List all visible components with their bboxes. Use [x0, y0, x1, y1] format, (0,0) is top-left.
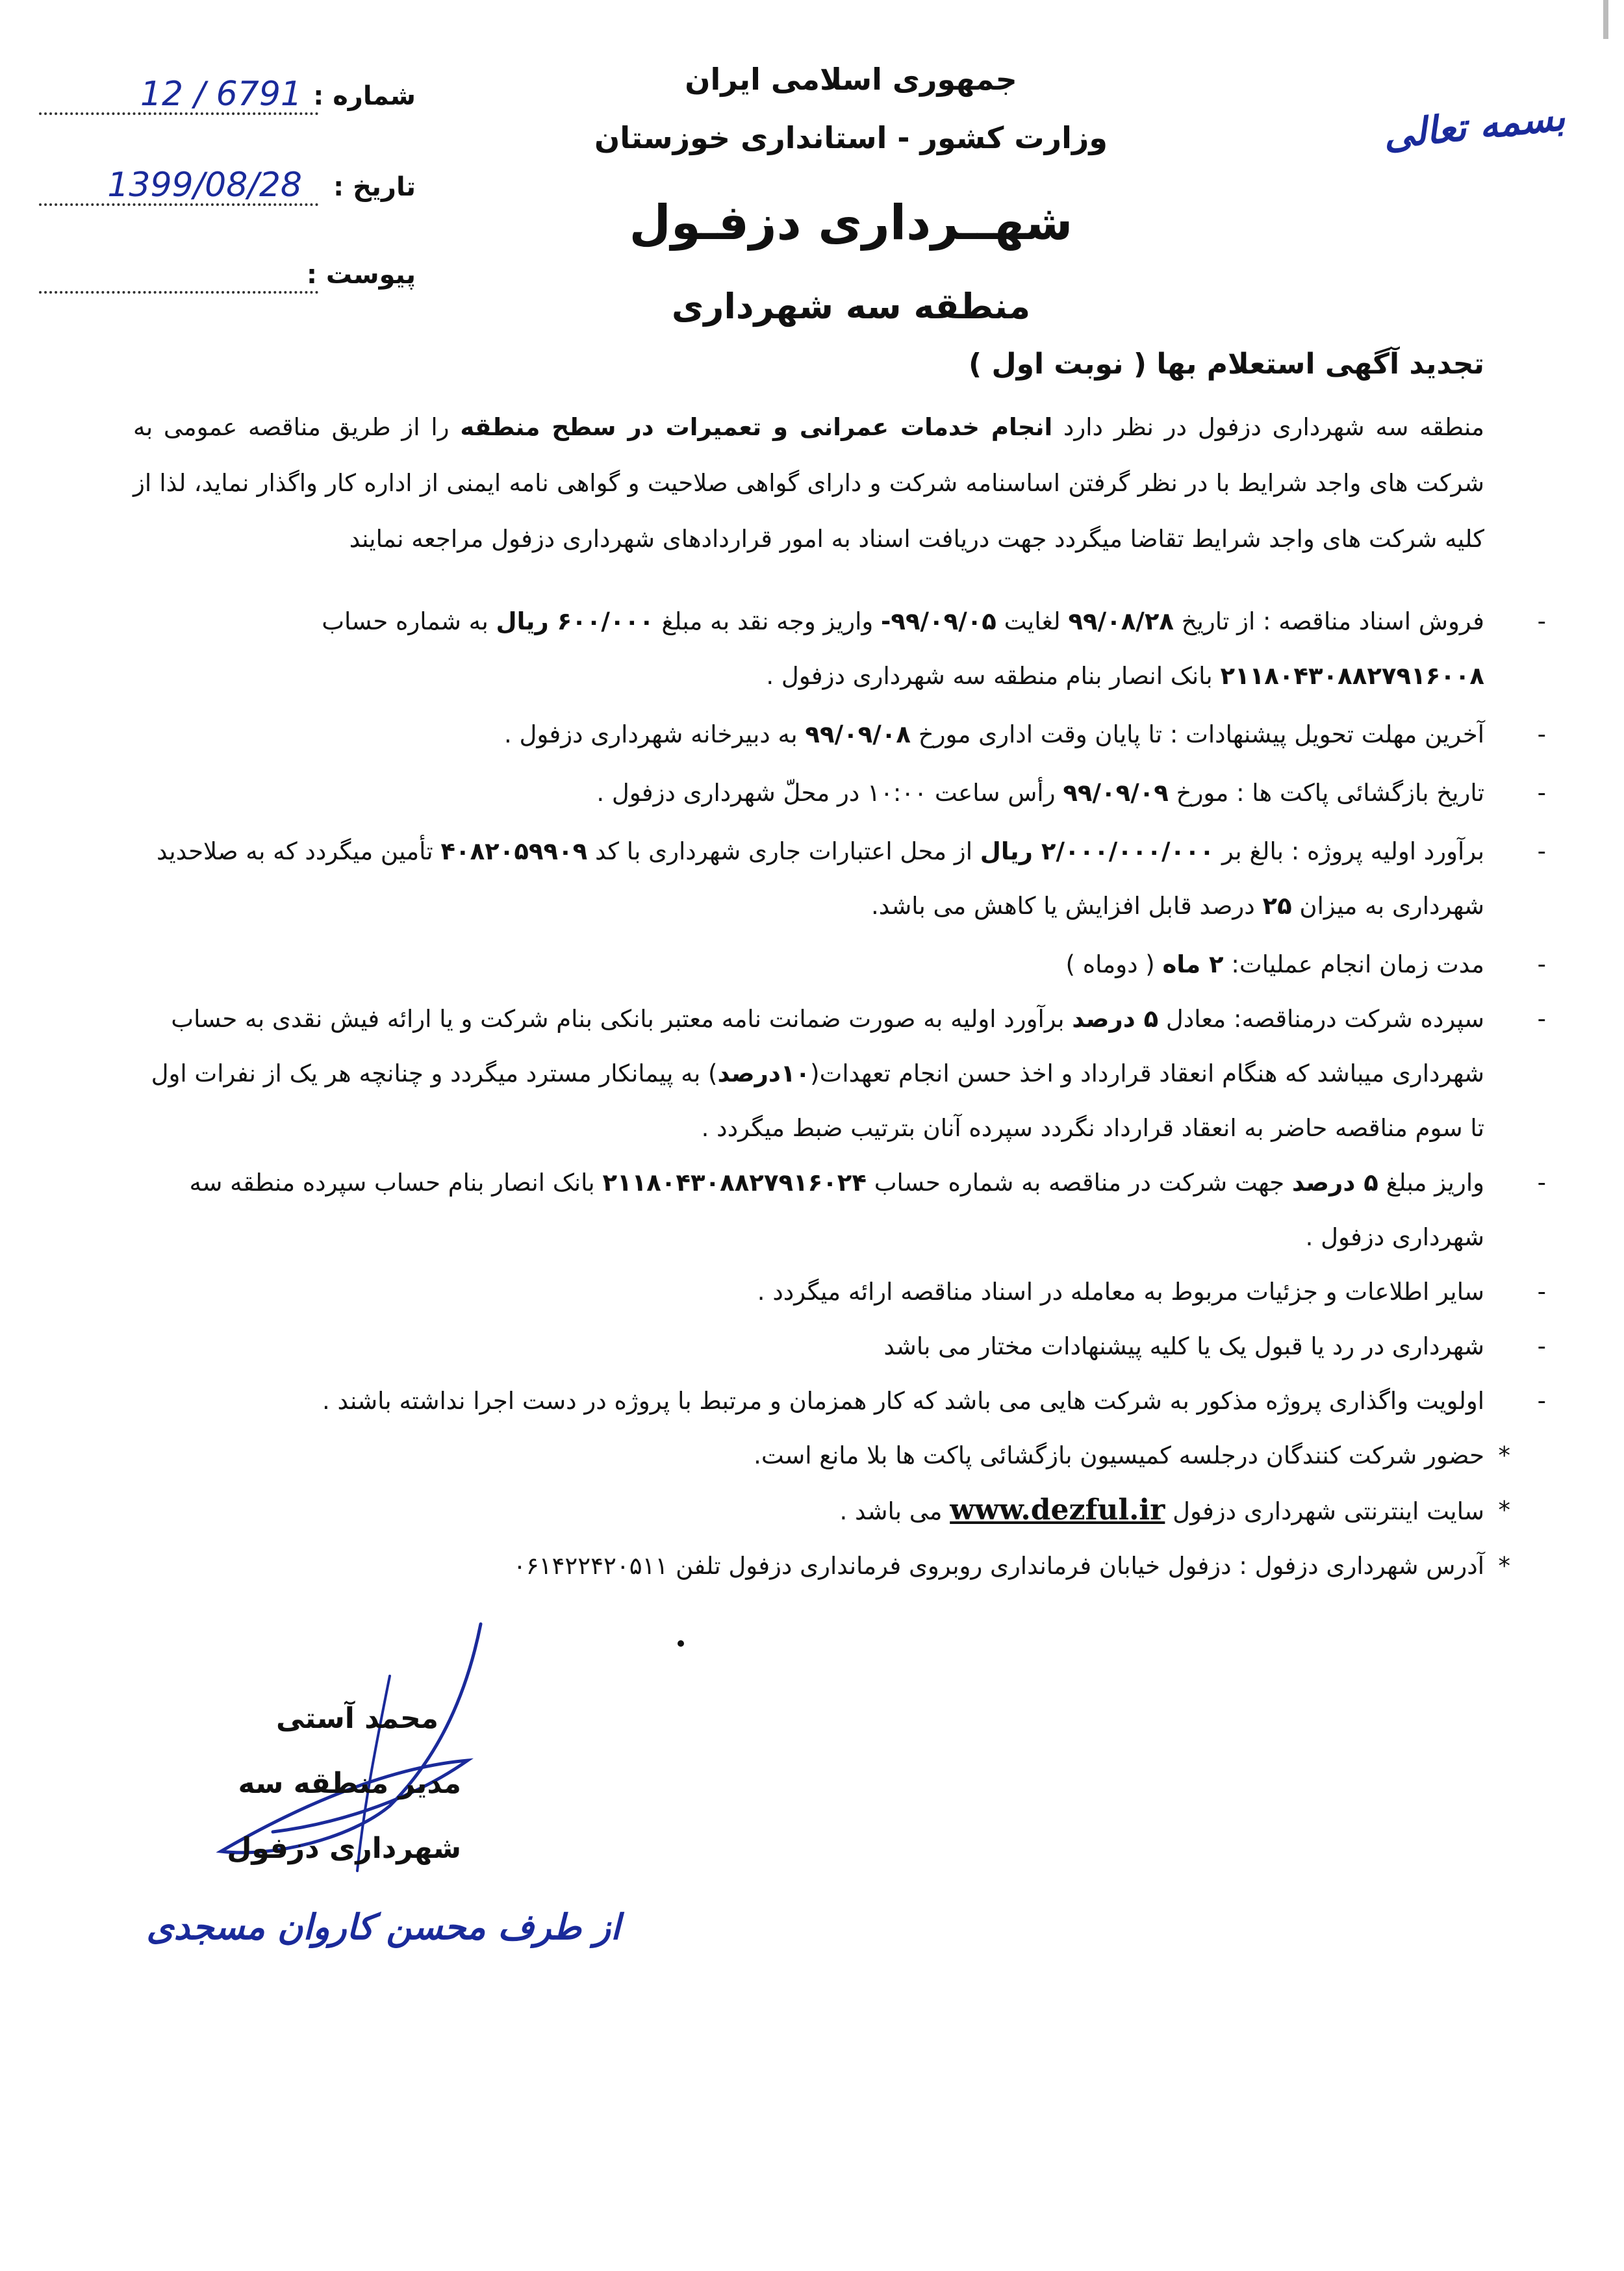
notice-intro: [133, 400, 1484, 567]
number-label: شماره :: [313, 81, 416, 111]
note-presence: * حضور شرکت کنندگان درجلسه کمیسیون بازگشائی پاکت ها بلا مانع است.: [754, 1441, 1510, 1469]
meta-date: [26, 166, 416, 211]
list-item: - برآورد اولیه پروژه : بالغ بر ۲/۰۰۰/۰۰۰/۰۰۰ ریال از محل اعتبارات جاری شهرداری با کد ۴۰۸۲۰۵۹۹۰۹ تأمین میگردد که به صلاحدید شهرداری به میزان ۲۵ درصد قابل افزایش یا کاهش می باشد.: [157, 837, 1546, 920]
meta-number: [26, 75, 416, 120]
handwritten-behalf: از طرف محسن کاروان مسجدی: [146, 1907, 620, 1947]
attachment-label: پیوست :: [306, 260, 416, 290]
website-link[interactable]: www.dezful.ir: [950, 1493, 1165, 1527]
notice-title: تجدید آگهی استعلام بها ( نوبت اول ): [969, 348, 1484, 381]
number-value: 12 / 6791: [140, 75, 302, 114]
signatory-name: محمد آستی: [275, 1702, 438, 1735]
date-label: تاریخ :: [333, 172, 416, 202]
header-ministry: وزارت کشور - استانداری خوزستان: [594, 120, 1108, 155]
list-item: - تاریخ بازگشائی پاکت ها : مورخ ۹۹/۰۹/۰۹ رأس ساعت ۱۰:۰۰ در محلّ شهرداری دزفول .: [596, 779, 1546, 807]
date-value: 1399/08/28: [107, 166, 302, 205]
header-republic: جمهوری اسلامی ایران: [685, 62, 1017, 97]
signatory-title: مدیر منطقه سه: [238, 1767, 461, 1800]
note-website: * سایت اینترنتی شهرداری دزفول www.dezful.ir می باشد .: [839, 1493, 1510, 1527]
list-item: - مدت زمان انجام عملیات: ۲ ماه ( دوماه ): [1065, 950, 1546, 978]
intro-bold: انجام خدمات عمرانی و تعمیرات در سطح منطقه: [460, 413, 1053, 441]
conditions-list: [133, 594, 1546, 1593]
meta-attachment: [26, 260, 416, 299]
attachment-line: [39, 291, 318, 294]
list-item: - واریز مبلغ ۵ درصد جهت شرکت در مناقصه به شماره حساب ۲۱۱۸۰۴۳۰۸۸۲۷۹۱۶۰۲۴ بانک انصار بنام حساب سپرده منطقه سه شهرداری دزفول .: [189, 1169, 1546, 1251]
ink-dot: [678, 1640, 684, 1647]
list-item: - اولویت واگذاری پروژه مذکور به شرکت هایی می باشد که کار همزمان و مرتبط با پروژه در دست اجرا نداشته باشند .: [322, 1387, 1546, 1415]
header-municipality: شهــرداری دزفـول: [629, 195, 1073, 251]
intro-text-1: منطقه سه شهرداری دزفول در نظر دارد: [1052, 413, 1484, 441]
list-item: - سایر اطلاعات و جزئیات مربوط به معامله در اسناد مناقصه ارائه میگردد .: [757, 1278, 1546, 1306]
list-item: - آخرین مهلت تحویل پیشنهادات : تا پایان وقت اداری مورخ ۹۹/۰۹/۰۸ به دبیرخانه شهرداری دزفول .: [503, 720, 1546, 748]
list-item: - سپرده شرکت درمناقصه: معادل ۵ درصد برآورد اولیه به صورت ضمانت نامه معتبر بانکی بنام شرکت و یا ارائه فیش نقدی به حساب شهرداری میباشد که هنگام انعقاد قرارداد و اخذ حسن انجام تعهدات(۱۰درصد) به پیمانکار مسترد میگردد و چنانچه هر یک از نفرات اول تا سوم مناقصه حاضر به انعقاد قرارداد نگردد سپرده آنان بترتیب ضبط میگردد .: [151, 1005, 1546, 1142]
note-address: * آدرس شهرداری دزفول : دزفول خیابان فرمانداری روبروی فرمانداری دزفول تلفن ۰۶۱۴۲۲۴۲۰۵۱۱: [513, 1552, 1510, 1580]
bismillah-handwritten: بسمه تعالی: [1381, 94, 1567, 158]
page-edge-mark: [1603, 0, 1608, 39]
intro-text-2: را از طریق مناقصه عمومی به شرکت های واجد شرایط با در نظر گرفتن اساسنامه شرکت و دارای گواهی صلاحیت و گواهی نامه ایمنی از اداره کار واگذار نماید، لذا از کلیه شرکت های واجد شرایط تقاضا میگردد جهت دریافت اسناد به امور قراردادهای شهرداری دزفول مراجعه نمایند: [133, 413, 1484, 553]
signatory-org: شهرداری دزفول: [227, 1832, 461, 1865]
header-region: منطقه سه شهرداری: [671, 286, 1031, 327]
list-item: - فروش اسناد مناقصه : از تاریخ ۹۹/۰۸/۲۸ لغایت ۹۹/۰۹/۰۵- واریز وجه نقد به مبلغ ۶۰۰/۰۰۰ ریال به شماره حساب ۲۱۱۸۰۴۳۰۸۸۲۷۹۱۶۰۰۸ بانک انصار بنام منطقه سه شهرداری دزفول .: [322, 607, 1546, 690]
list-item: - شهرداری در رد یا قبول یک یا کلیه پیشنهادات مختار می باشد: [883, 1332, 1546, 1360]
